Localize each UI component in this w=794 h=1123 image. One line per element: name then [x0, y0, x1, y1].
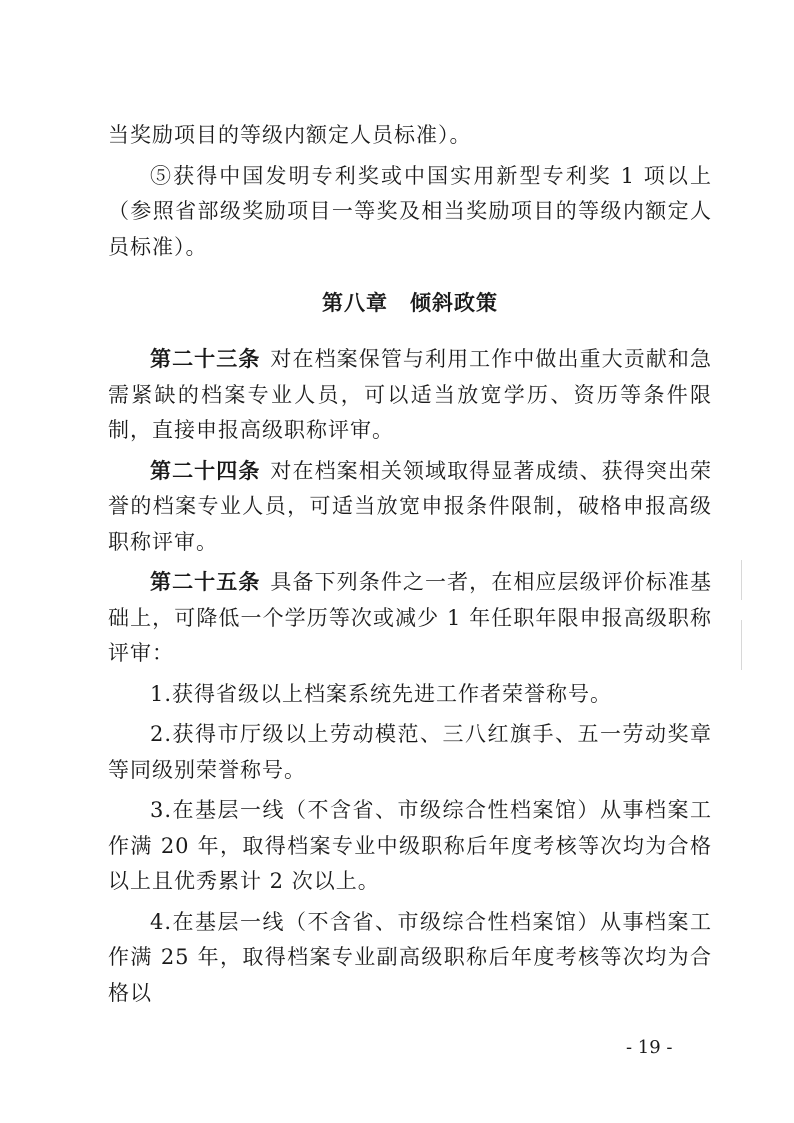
article-text: 对在档案保管与利用工作中做出重大贡献和急需紧缺的档案专业人员，可以适当放宽学历、资历等条件限制，直接申报高级职称评审。: [108, 347, 713, 442]
list-item-5: ⑤获得中国发明专利奖或中国实用新型专利奖 1 项以上（参照省部级奖励项目一等奖及相当奖励项目的等级内额定人员标准）。: [108, 163, 712, 259]
article-text: 具备下列条件之一者，在相应层级评价标准基础上，可降低一个学历等次或减少 1 年任职年限申报高级职称评审：: [108, 570, 713, 665]
condition-item: 2.获得市厅级以上劳动模范、三八红旗手、五一劳动奖章等同级别荣誉称号。: [108, 722, 712, 782]
article-25: [108, 565, 712, 672]
binding-mark: [741, 620, 742, 670]
document-body: [108, 118, 712, 1016]
article-label: 第二十三条: [150, 347, 261, 371]
binding-mark: [741, 560, 742, 600]
condition-item: 4.在基层一线（不含省、市级综合性档案馆）从事档案工作满 25 年，取得档案专业副高级职称后年度考核等次均为合格以: [108, 909, 712, 1005]
condition-item: 1.获得省级以上档案系统先进工作者荣誉称号。: [150, 681, 613, 706]
chapter-heading: 第八章 倾斜政策: [322, 291, 498, 315]
article-text: 对在档案相关领域取得显著成绩、获得突出荣誉的档案专业人员，可适当放宽申报条件限制，破格申报高级职称评审。: [108, 458, 713, 554]
continued-paragraph: 当奖励项目的等级内额定人员标准）。: [108, 123, 472, 147]
article-24: [108, 454, 712, 561]
page-number: - 19 -: [626, 1037, 673, 1058]
article-23: [108, 342, 712, 449]
condition-item: 3.在基层一线（不含省、市级综合性档案馆）从事档案工作满 20 年，取得档案专业中级职称后年度考核等次均为合格以上且优秀累计 2 次以上。: [108, 798, 712, 893]
article-label: 第二十四条: [150, 458, 261, 483]
article-label: 第二十五条: [150, 570, 261, 594]
